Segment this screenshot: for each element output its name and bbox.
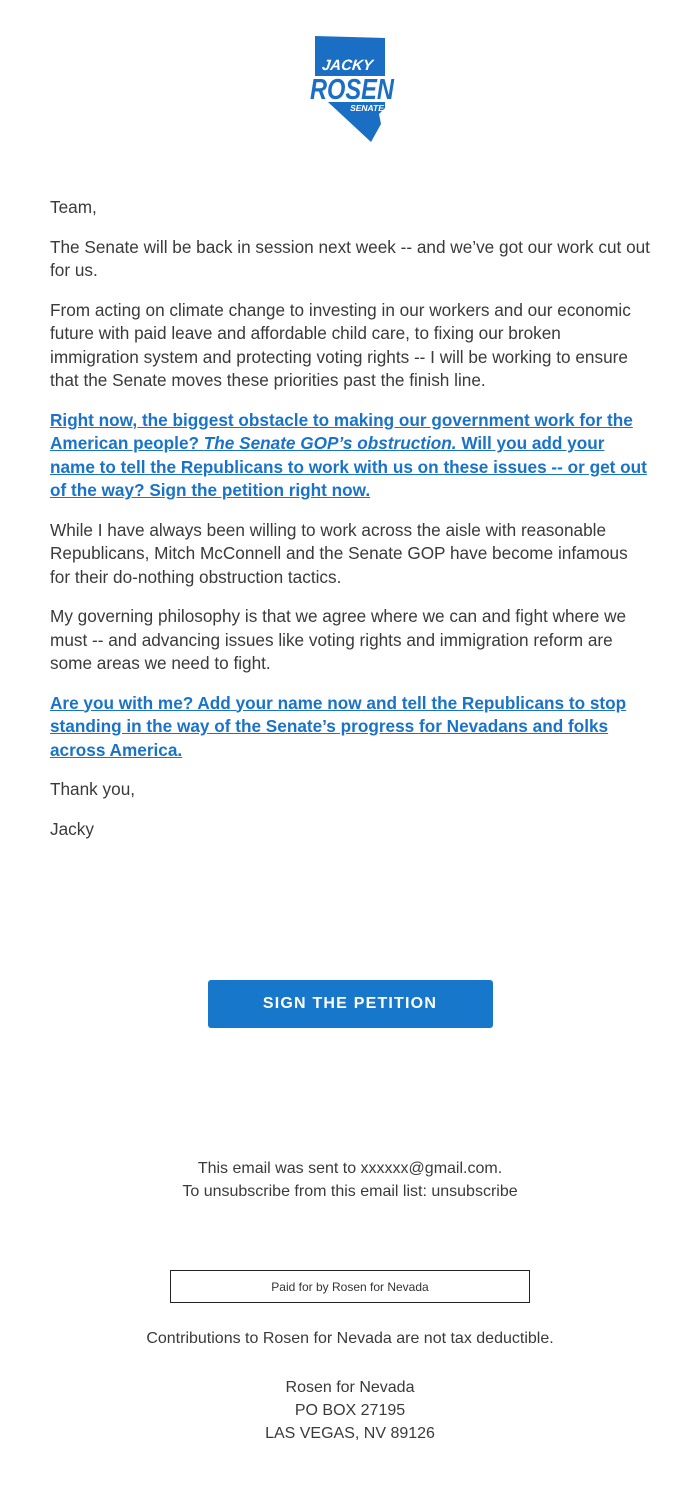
signature: Jacky bbox=[50, 818, 94, 839]
logo-line-senate: SENATE bbox=[350, 103, 384, 113]
sent-to-text: This email was sent to xxxxxx@gmail.com. bbox=[197, 1160, 503, 1177]
email-body bbox=[50, 196, 650, 857]
paragraph-obstruction: While I have always been willing to work across the aisle with reasonable Republicans, Mitch McConnell and the Senate GOP have become infamous for their do-nothing obstruction tactics. bbox=[50, 519, 628, 587]
greeting: Team, bbox=[50, 197, 97, 217]
mailing-address bbox=[0, 1376, 700, 1445]
footer-sent-info bbox=[0, 1157, 700, 1203]
logo-line-rosen: ROSEN bbox=[310, 74, 395, 106]
jacky-rosen-senate-logo bbox=[305, 32, 395, 144]
tax-disclaimer: Contributions to Rosen for Nevada are not tax deductible. bbox=[146, 1330, 554, 1347]
logo-container bbox=[0, 32, 700, 144]
signoff: Thank you, bbox=[50, 779, 136, 799]
logo-line-jacky: JACKY bbox=[321, 57, 374, 74]
cta1-part1: Right now, the biggest obstacle to making our government work for the American people? bbox=[50, 409, 633, 453]
address-line-3: LAS VEGAS, NV 89126 bbox=[265, 1425, 435, 1442]
paragraph-philosophy: My governing philosophy is that we agree where we can and fight where we must -- and advancing issues like voting rights and immigration reform are some areas we need to fight. bbox=[50, 606, 627, 673]
address-line-2: PO BOX 27195 bbox=[294, 1402, 406, 1419]
cta-paragraph-1 bbox=[50, 409, 650, 503]
cta-paragraph-2 bbox=[50, 692, 650, 763]
paid-for-text: Paid for by Rosen for Nevada bbox=[271, 1279, 429, 1294]
paragraph-session: The Senate will be back in session next week -- and we’ve got our work cut out for us. bbox=[50, 236, 650, 280]
unsubscribe-link[interactable]: unsubscribe bbox=[431, 1183, 518, 1200]
sign-petition-button[interactable]: SIGN THE PETITION bbox=[208, 980, 493, 1028]
button-container bbox=[0, 980, 700, 1028]
petition-link-1[interactable] bbox=[50, 410, 647, 501]
unsubscribe-line bbox=[0, 1180, 700, 1203]
address-line-1: Rosen for Nevada bbox=[285, 1379, 415, 1396]
unsubscribe-prefix: To unsubscribe from this email list: bbox=[182, 1183, 432, 1200]
paragraph-priorities: From acting on climate change to investing in our workers and our economic future with paid leave and affordable child care, to fixing our broken immigration system and protecting voting rights -- I will be working to ensure that the Senate moves these priorities past the finish line. bbox=[50, 299, 631, 390]
paid-for-box bbox=[170, 1270, 530, 1303]
petition-link-2[interactable]: Are you with me? Add your name now and tell the Republicans to stop standing in the way of the Senate’s progress for Nevadans and folks across America. bbox=[50, 692, 627, 760]
cta1-part2: Will you add your name to tell the Republicans to work with us on these issues -- or get out of the way? Sign the petition right now. bbox=[50, 433, 647, 500]
cta1-italic: The Senate GOP’s obstruction. bbox=[203, 433, 457, 453]
